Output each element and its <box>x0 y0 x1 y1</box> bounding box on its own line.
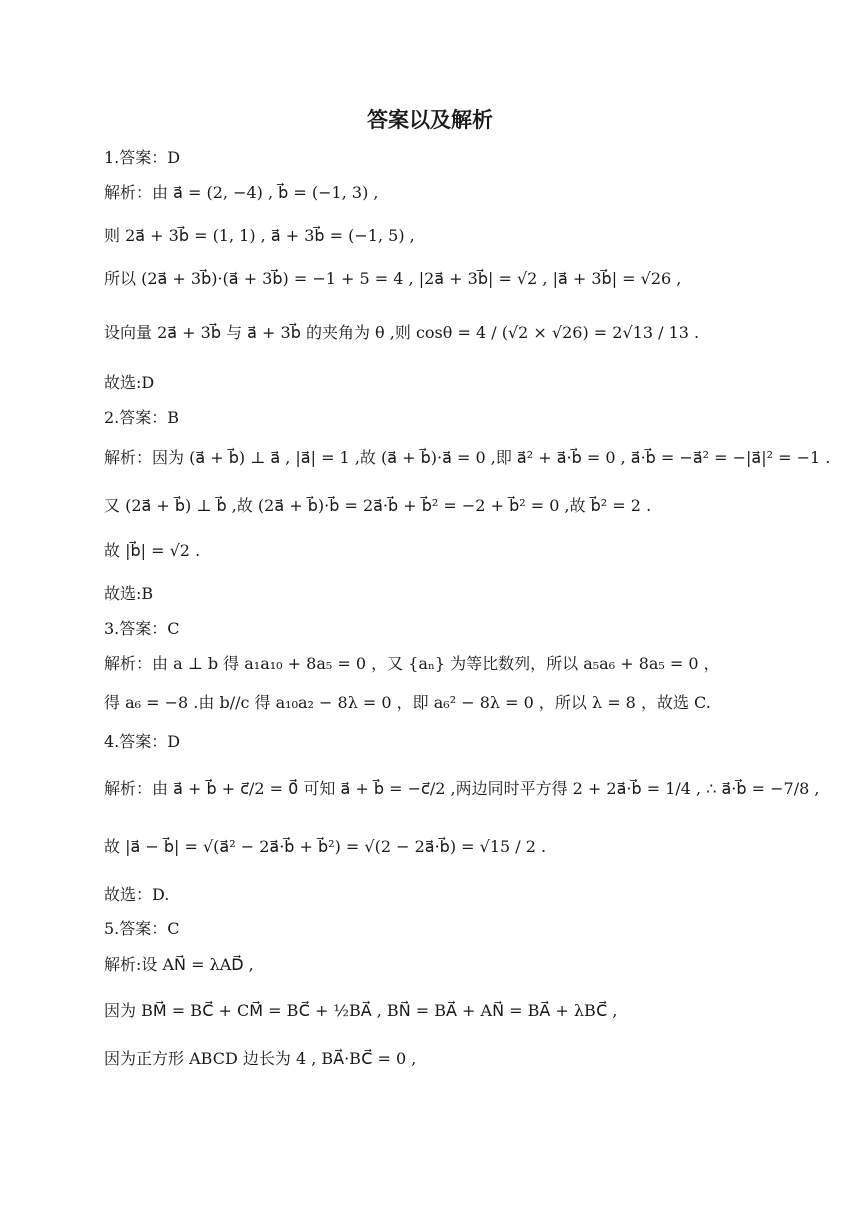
answer-1-line-4: 设向量 2a⃗ + 3b⃗ 与 a⃗ + 3b⃗ 的夹角为 θ ,则 cosθ = 4 / (√2 × √26) = 2√13 / 13 . <box>104 323 700 342</box>
answer-1-line-2: 则 2a⃗ + 3b⃗ = (1, 1) , a⃗ + 3b⃗ = (−1, 5) , <box>104 226 415 245</box>
answer-4-line-2: 故 |a⃗ − b⃗| = √(a⃗² − 2a⃗·b⃗ + b⃗²) = √(2 − 2a⃗·b⃗) = √15 / 2 . <box>104 837 547 856</box>
answer-2-line-2: 又 (2a⃗ + b⃗) ⊥ b⃗ ,故 (2a⃗ + b⃗)·b⃗ = 2a⃗·b⃗ + b⃗² = −2 + b⃗² = 0 ,故 b⃗² = 2 . <box>104 496 652 515</box>
answer-5-line-1: 解析:设 AN⃗ = λAD⃗ , <box>104 955 254 974</box>
answer-4-conclusion: 故选：D. <box>104 885 170 904</box>
answer-3-heading: 3.答案：C <box>104 619 180 638</box>
answer-1-line-1: 解析：由 a⃗ = (2, −4) , b⃗ = (−1, 3) , <box>104 183 379 202</box>
answer-4-line-1: 解析：由 a⃗ + b⃗ + c⃗/2 = 0⃗ 可知 a⃗ + b⃗ = −c⃗/2 ,两边同时平方得 2 + 2a⃗·b⃗ = 1/4 , ∴ a⃗·b⃗ = −7/8 , <box>104 779 820 798</box>
answer-2-line-1: 解析：因为 (a⃗ + b⃗) ⊥ a⃗ , |a⃗| = 1 ,故 (a⃗ + b⃗)·a⃗ = 0 ,即 a⃗² + a⃗·b⃗ = 0 , a⃗·b⃗ = −a⃗² = −|a⃗|² = −1 . <box>104 448 831 467</box>
answer-1-line-3: 所以 (2a⃗ + 3b⃗)·(a⃗ + 3b⃗) = −1 + 5 = 4 , |2a⃗ + 3b⃗| = √2 , |a⃗ + 3b⃗| = √26 , <box>104 269 682 288</box>
answer-3-line-1: 解析：由 a ⊥ b 得 a₁a₁₀ + 8a₅ = 0 ，又 {aₙ} 为等比数列，所以 a₅a₆ + 8a₅ = 0 ， <box>104 654 720 673</box>
answer-5-line-3: 因为正方形 ABCD 边长为 4 , BA⃗·BC⃗ = 0 , <box>104 1049 417 1068</box>
answer-5-heading: 5.答案：C <box>104 919 180 938</box>
page-title: 答案以及解析 <box>367 108 493 132</box>
answer-5-line-2: 因为 BM⃗ = BC⃗ + CM⃗ = BC⃗ + ½BA⃗ , BN⃗ = BA⃗ + AN⃗ = BA⃗ + λBC⃗ , <box>104 1001 618 1020</box>
answer-1-heading: 1.答案：D <box>104 148 181 167</box>
answer-1-conclusion: 故选:D <box>104 373 155 392</box>
answer-3-line-2: 得 a₆ = −8 .由 b//c 得 a₁₀a₂ − 8λ = 0 ，即 a₆² − 8λ = 0 ，所以 λ = 8 ，故选 C. <box>104 693 711 712</box>
answer-2-heading: 2.答案：B <box>104 408 180 427</box>
answer-2-conclusion: 故选:B <box>104 584 154 603</box>
answer-4-heading: 4.答案：D <box>104 732 181 751</box>
answer-2-line-3: 故 |b⃗| = √2 . <box>104 541 201 560</box>
